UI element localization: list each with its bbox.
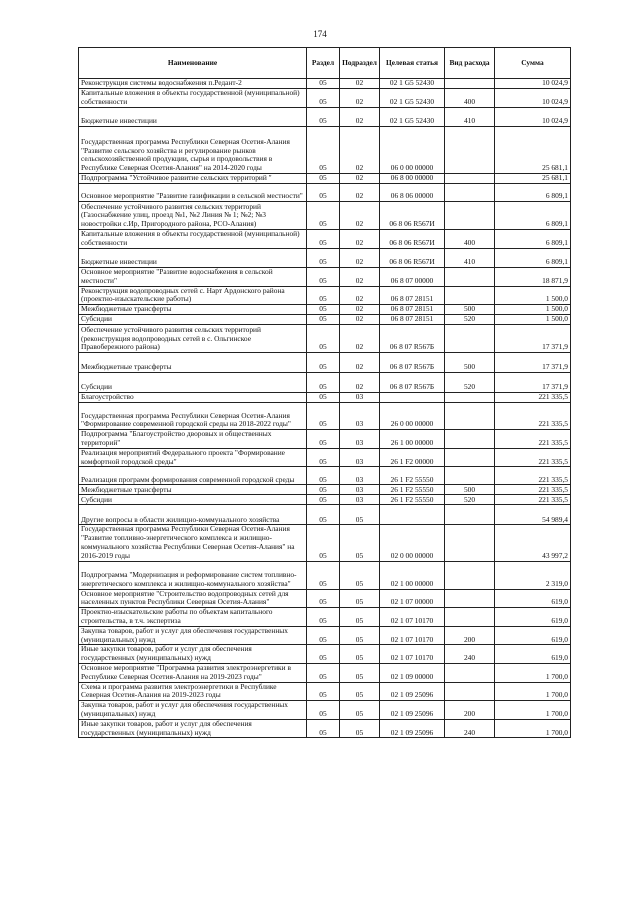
table-row [79, 485, 571, 495]
cell-name: Иные закупки товаров, работ и услуг для обеспечения государственных (муниципальных) нужд [79, 719, 307, 738]
cell-razdel: 05 [307, 89, 340, 108]
cell-celevaya: 02 1 00 00000 [380, 561, 445, 589]
cell-celevaya: 02 1 07 10170 [380, 645, 445, 664]
cell-podrazdel: 02 [340, 174, 380, 184]
cell-podrazdel: 03 [340, 393, 380, 403]
cell-vid [445, 184, 495, 202]
cell-summa: 221 335,5 [495, 448, 571, 467]
cell-name: Иные закупки товаров, работ и услуг для обеспечения государственных (муниципальных) нужд [79, 645, 307, 664]
cell-vid [445, 608, 495, 627]
cell-razdel: 05 [307, 608, 340, 627]
cell-summa: 619,0 [495, 589, 571, 608]
cell-celevaya: 02 1 07 10170 [380, 608, 445, 627]
cell-podrazdel: 02 [340, 353, 380, 373]
cell-razdel: 05 [307, 719, 340, 738]
table-row [79, 305, 571, 315]
cell-vid [445, 286, 495, 305]
cell-celevaya: 06 8 07 28151 [380, 286, 445, 305]
cell-vid [445, 663, 495, 682]
cell-razdel: 05 [307, 485, 340, 495]
table-row [79, 353, 571, 373]
cell-name: Реализация программ формирования современной городской среды [79, 467, 307, 485]
cell-podrazdel: 05 [340, 525, 380, 561]
cell-razdel: 05 [307, 393, 340, 403]
cell-vid [445, 682, 495, 701]
cell-celevaya: 06 8 06 R567И [380, 202, 445, 230]
cell-name: Бюджетные инвестиции [79, 249, 307, 268]
cell-razdel: 05 [307, 701, 340, 720]
cell-summa: 1 500,0 [495, 286, 571, 305]
cell-name: Основное мероприятие "Программа развития электроэнергетики в Республике Северная Осетия-Алания на 2019-2023 годы" [79, 663, 307, 682]
cell-vid [445, 325, 495, 353]
table-row [79, 505, 571, 525]
cell-podrazdel: 02 [340, 373, 380, 393]
cell-podrazdel: 02 [340, 286, 380, 305]
table-row [79, 325, 571, 353]
cell-vid [445, 127, 495, 174]
cell-razdel: 05 [307, 325, 340, 353]
cell-name: Субсидии [79, 315, 307, 325]
cell-celevaya: 02 1 09 00000 [380, 663, 445, 682]
cell-name: Межбюджетные трансферты [79, 353, 307, 373]
cell-celevaya: 26 1 F2 55550 [380, 495, 445, 505]
cell-celevaya: 26 1 F2 00000 [380, 448, 445, 467]
cell-name: Государственная программа Республики Северная Осетия-Алания "Развитие сельского хозяйства и регулирование рынков сельскохозяйственной продукции, сырья и продовольствия в Республике Северная Осетия-Алания" на 2014-2020 годы [79, 127, 307, 174]
cell-razdel: 05 [307, 495, 340, 505]
cell-vid [445, 525, 495, 561]
cell-celevaya: 02 0 00 00000 [380, 525, 445, 561]
cell-razdel: 05 [307, 305, 340, 315]
cell-podrazdel: 05 [340, 561, 380, 589]
cell-summa: 1 700,0 [495, 663, 571, 682]
header-summa: Сумма [495, 48, 571, 79]
cell-vid [445, 467, 495, 485]
cell-vid [445, 393, 495, 403]
cell-podrazdel: 02 [340, 108, 380, 127]
header-name: Наименование [79, 48, 307, 79]
budget-table [78, 47, 571, 738]
cell-podrazdel: 05 [340, 589, 380, 608]
cell-summa: 1 700,0 [495, 682, 571, 701]
cell-summa: 619,0 [495, 626, 571, 645]
cell-celevaya [380, 505, 445, 525]
cell-razdel: 05 [307, 184, 340, 202]
cell-razdel: 05 [307, 525, 340, 561]
cell-summa: 17 371,9 [495, 373, 571, 393]
cell-name: Схема и программа развития электроэнергетики в Республике Северная Осетия-Алания на 2019-2023 годы [79, 682, 307, 701]
table-body [79, 79, 571, 738]
cell-name: Капитальные вложения в объекты государственной (муниципальной) собственности [79, 230, 307, 249]
table-row [79, 79, 571, 89]
cell-vid: 500 [445, 353, 495, 373]
cell-summa: 221 335,5 [495, 495, 571, 505]
cell-podrazdel: 02 [340, 202, 380, 230]
cell-name: Капитальные вложения в объекты государственной (муниципальной) собственности [79, 89, 307, 108]
table-row [79, 430, 571, 449]
cell-podrazdel: 02 [340, 305, 380, 315]
cell-celevaya: 02 1 07 00000 [380, 589, 445, 608]
cell-vid: 520 [445, 373, 495, 393]
cell-name: Бюджетные инвестиции [79, 108, 307, 127]
cell-name: Государственная программа Республики Северная Осетия-Алания "Развитие топливно-энергетического комплекса и жилищно-коммунального хозяйства Республики Северная Осетия-Алания" на 2016-2019 годы [79, 525, 307, 561]
cell-podrazdel: 05 [340, 645, 380, 664]
cell-summa: 10 024,9 [495, 79, 571, 89]
table-row [79, 127, 571, 174]
cell-celevaya: 02 1 09 25096 [380, 682, 445, 701]
table-row [79, 467, 571, 485]
cell-vid [445, 448, 495, 467]
cell-podrazdel: 02 [340, 325, 380, 353]
cell-name: Подпрограмма "Модернизация и реформирование систем топливно-энергетического комплекса и жилищно-коммунального хозяйства" [79, 561, 307, 589]
cell-razdel: 05 [307, 589, 340, 608]
cell-summa: 221 335,5 [495, 467, 571, 485]
cell-podrazdel: 05 [340, 608, 380, 627]
header-podrazdel: Подраздел [340, 48, 380, 79]
cell-summa: 1 700,0 [495, 719, 571, 738]
cell-vid: 520 [445, 315, 495, 325]
cell-podrazdel: 03 [340, 403, 380, 430]
cell-name: Реализация мероприятий Федерального проекта "Формирование комфортной городской среды" [79, 448, 307, 467]
cell-vid: 500 [445, 305, 495, 315]
cell-podrazdel: 05 [340, 719, 380, 738]
cell-celevaya: 06 8 07 R567Б [380, 325, 445, 353]
cell-celevaya: 06 8 06 R567И [380, 249, 445, 268]
cell-name: Реконструкция системы водоснабжения п.Редант-2 [79, 79, 307, 89]
table-row [79, 184, 571, 202]
cell-summa: 1 700,0 [495, 701, 571, 720]
cell-podrazdel: 03 [340, 467, 380, 485]
cell-name: Основное мероприятие "Строительство водопроводных сетей для населенных пунктов Республики Северная Осетия-Алания" [79, 589, 307, 608]
cell-celevaya: 06 8 07 28151 [380, 305, 445, 315]
cell-summa: 10 024,9 [495, 89, 571, 108]
cell-name: Субсидии [79, 373, 307, 393]
table-row [79, 682, 571, 701]
table-row [79, 249, 571, 268]
table-row [79, 448, 571, 467]
cell-vid [445, 202, 495, 230]
cell-summa: 6 809,1 [495, 202, 571, 230]
cell-celevaya: 26 0 00 00000 [380, 403, 445, 430]
cell-vid [445, 174, 495, 184]
cell-celevaya: 06 8 07 00000 [380, 268, 445, 287]
table-row [79, 174, 571, 184]
cell-razdel: 05 [307, 373, 340, 393]
cell-razdel: 05 [307, 626, 340, 645]
header-celevaya: Целевая статья [380, 48, 445, 79]
cell-summa: 221 335,5 [495, 403, 571, 430]
cell-razdel: 05 [307, 286, 340, 305]
cell-podrazdel: 02 [340, 315, 380, 325]
cell-vid [445, 403, 495, 430]
cell-summa: 6 809,1 [495, 184, 571, 202]
cell-celevaya: 02 1 07 10170 [380, 626, 445, 645]
cell-vid [445, 589, 495, 608]
cell-razdel: 05 [307, 645, 340, 664]
cell-name: Обеспечение устойчивого развития сельских территорий (Газоснабжение улиц, проезд №1, №2 Линия № 1; №2; №3 новостройки с.Ир, Пригородного района, РСО-Алания) [79, 202, 307, 230]
table-row [79, 230, 571, 249]
cell-name: Реконструкция водопроводных сетей с. Нарт Ардонского района (проектно-изыскательские работы) [79, 286, 307, 305]
cell-vid: 200 [445, 626, 495, 645]
table-row [79, 403, 571, 430]
cell-podrazdel: 02 [340, 89, 380, 108]
table-row [79, 495, 571, 505]
cell-podrazdel: 02 [340, 230, 380, 249]
cell-celevaya: 02 1 G5 52430 [380, 108, 445, 127]
cell-podrazdel: 03 [340, 430, 380, 449]
cell-razdel: 05 [307, 315, 340, 325]
cell-summa: 25 681,1 [495, 174, 571, 184]
cell-podrazdel: 03 [340, 448, 380, 467]
cell-podrazdel: 03 [340, 485, 380, 495]
cell-razdel: 05 [307, 682, 340, 701]
header-vid: Вид расхода [445, 48, 495, 79]
cell-razdel: 05 [307, 108, 340, 127]
cell-summa: 1 500,0 [495, 315, 571, 325]
page-number: 174 [313, 29, 327, 39]
cell-celevaya: 06 8 07 R567Б [380, 373, 445, 393]
cell-razdel: 05 [307, 430, 340, 449]
cell-razdel: 05 [307, 249, 340, 268]
cell-celevaya: 06 0 00 00000 [380, 127, 445, 174]
table-row [79, 89, 571, 108]
cell-summa: 221 335,5 [495, 430, 571, 449]
table-row [79, 701, 571, 720]
cell-vid: 400 [445, 230, 495, 249]
cell-vid: 410 [445, 108, 495, 127]
cell-razdel: 05 [307, 174, 340, 184]
cell-razdel: 05 [307, 202, 340, 230]
cell-name: Межбюджетные трансферты [79, 305, 307, 315]
cell-razdel: 05 [307, 79, 340, 89]
cell-celevaya: 02 1 G5 52430 [380, 79, 445, 89]
cell-celevaya: 02 1 G5 52430 [380, 89, 445, 108]
cell-celevaya: 26 1 00 00000 [380, 430, 445, 449]
cell-vid: 520 [445, 495, 495, 505]
cell-celevaya: 06 8 06 00000 [380, 184, 445, 202]
cell-name: Основное мероприятие "Развитие газификации в сельской местности" [79, 184, 307, 202]
cell-podrazdel: 02 [340, 127, 380, 174]
cell-razdel: 05 [307, 403, 340, 430]
cell-summa: 619,0 [495, 645, 571, 664]
table-row [79, 561, 571, 589]
cell-name: Закупка товаров, работ и услуг для обеспечения государственных (муниципальных) нужд [79, 626, 307, 645]
cell-celevaya: 02 1 09 25096 [380, 719, 445, 738]
cell-vid [445, 268, 495, 287]
cell-name: Проектно-изыскательские работы по объектам капитального строительства, в т.ч. экспертиза [79, 608, 307, 627]
table-row [79, 645, 571, 664]
cell-summa: 25 681,1 [495, 127, 571, 174]
cell-razdel: 05 [307, 268, 340, 287]
cell-summa: 54 989,4 [495, 505, 571, 525]
cell-name: Благоустройство [79, 393, 307, 403]
cell-summa: 17 371,9 [495, 325, 571, 353]
cell-razdel: 05 [307, 561, 340, 589]
cell-name: Обеспечение устойчивого развития сельских территорий (реконструкция водопроводных сетей в с. Ольгинское Правобережного района) [79, 325, 307, 353]
cell-celevaya: 26 1 F2 55550 [380, 467, 445, 485]
cell-summa: 619,0 [495, 608, 571, 627]
cell-name: Основное мероприятие "Развитие водоснабжения в сельской местности" [79, 268, 307, 287]
cell-podrazdel: 02 [340, 79, 380, 89]
cell-summa: 6 809,1 [495, 249, 571, 268]
cell-summa: 18 871,9 [495, 268, 571, 287]
table-row [79, 525, 571, 561]
cell-celevaya: 02 1 09 25096 [380, 701, 445, 720]
cell-celevaya: 06 8 00 00000 [380, 174, 445, 184]
table-row [79, 626, 571, 645]
cell-vid [445, 79, 495, 89]
cell-razdel: 05 [307, 353, 340, 373]
table-row [79, 202, 571, 230]
cell-vid [445, 505, 495, 525]
cell-podrazdel: 05 [340, 505, 380, 525]
table-row [79, 393, 571, 403]
cell-vid: 410 [445, 249, 495, 268]
cell-podrazdel: 05 [340, 682, 380, 701]
cell-podrazdel: 05 [340, 663, 380, 682]
cell-podrazdel: 02 [340, 249, 380, 268]
cell-razdel: 05 [307, 505, 340, 525]
table-row [79, 608, 571, 627]
cell-razdel: 05 [307, 127, 340, 174]
cell-summa: 6 809,1 [495, 230, 571, 249]
cell-summa: 221 335,5 [495, 393, 571, 403]
cell-podrazdel: 05 [340, 701, 380, 720]
table-header [79, 48, 571, 79]
cell-summa: 10 024,9 [495, 108, 571, 127]
cell-podrazdel: 02 [340, 184, 380, 202]
cell-vid: 400 [445, 89, 495, 108]
table-row [79, 663, 571, 682]
cell-vid: 240 [445, 645, 495, 664]
header-razdel: Раздел [307, 48, 340, 79]
cell-razdel: 05 [307, 467, 340, 485]
cell-celevaya: 06 8 07 R567Б [380, 353, 445, 373]
cell-vid: 500 [445, 485, 495, 495]
cell-summa: 221 335,5 [495, 485, 571, 495]
cell-celevaya [380, 393, 445, 403]
table-row [79, 286, 571, 305]
cell-name: Субсидии [79, 495, 307, 505]
cell-name: Государственная программа Республики Северная Осетия-Алания "Формирование современной городской среды на 2018-2022 годы" [79, 403, 307, 430]
cell-name: Межбюджетные трансферты [79, 485, 307, 495]
cell-razdel: 05 [307, 230, 340, 249]
cell-razdel: 05 [307, 663, 340, 682]
cell-summa: 43 997,2 [495, 525, 571, 561]
cell-summa: 17 371,9 [495, 353, 571, 373]
table-row [79, 719, 571, 738]
cell-summa: 1 500,0 [495, 305, 571, 315]
table-row [79, 268, 571, 287]
cell-name: Закупка товаров, работ и услуг для обеспечения государственных (муниципальных) нужд [79, 701, 307, 720]
cell-celevaya: 26 1 F2 55550 [380, 485, 445, 495]
cell-celevaya: 06 8 06 R567И [380, 230, 445, 249]
table-row [79, 373, 571, 393]
cell-vid [445, 430, 495, 449]
table-row [79, 589, 571, 608]
cell-vid: 240 [445, 719, 495, 738]
cell-podrazdel: 03 [340, 495, 380, 505]
cell-name: Подпрограмма "Благоустройство дворовых и общественных территорий" [79, 430, 307, 449]
cell-name: Подпрограмма "Устойчивое развитие сельских территорий " [79, 174, 307, 184]
table-row [79, 315, 571, 325]
cell-podrazdel: 05 [340, 626, 380, 645]
cell-podrazdel: 02 [340, 268, 380, 287]
cell-vid: 200 [445, 701, 495, 720]
table-row [79, 108, 571, 127]
cell-summa: 2 319,0 [495, 561, 571, 589]
cell-vid [445, 561, 495, 589]
cell-celevaya: 06 8 07 28151 [380, 315, 445, 325]
cell-razdel: 05 [307, 448, 340, 467]
cell-name: Другие вопросы в области жилищно-коммунального хозяйства [79, 505, 307, 525]
